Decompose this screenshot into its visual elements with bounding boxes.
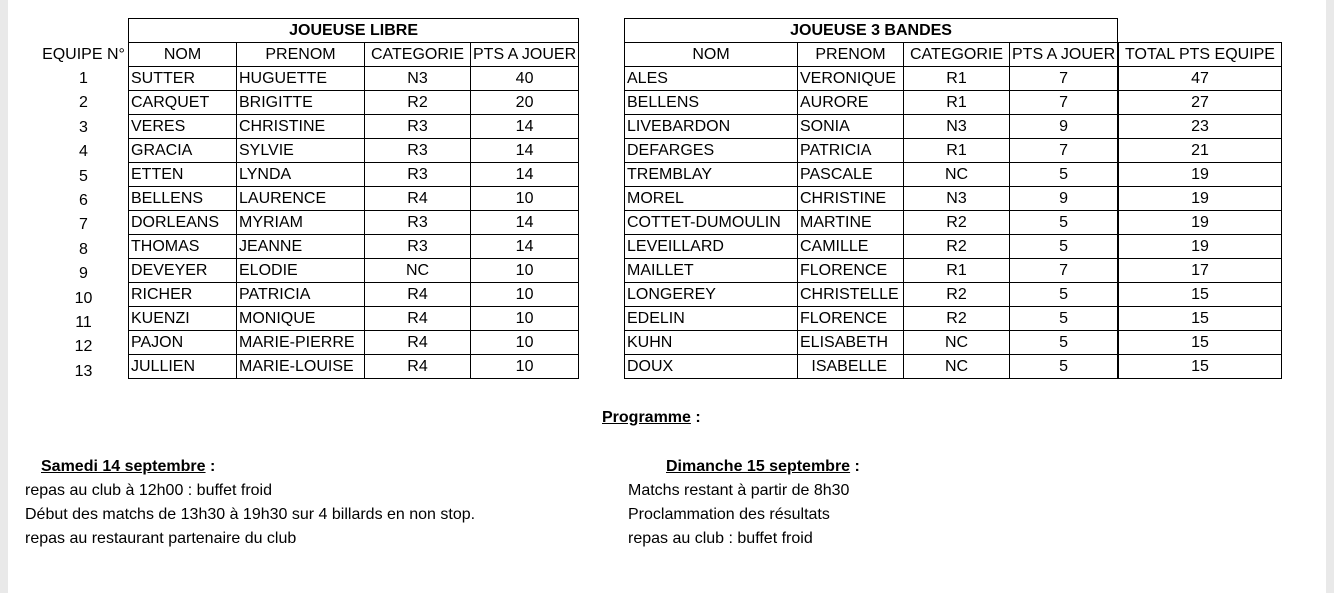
equipe-number: 5 <box>79 167 88 185</box>
dimanche-line-2: Proclammation des résultats <box>628 506 830 523</box>
total-cell: 19 <box>1119 187 1282 211</box>
equipe-number: 13 <box>74 362 93 380</box>
table-row <box>625 283 1118 307</box>
table-row <box>1119 187 1282 211</box>
libre-header-pts: PTS A JOUER <box>471 43 579 67</box>
bandes-cell-categorie: R1 <box>904 259 1010 283</box>
table-row <box>129 283 579 307</box>
document-page <box>8 0 1326 593</box>
joueuse-3-bandes-table <box>624 18 1118 379</box>
total-cell: 19 <box>1119 163 1282 187</box>
table-row <box>129 331 579 355</box>
total-cell: 15 <box>1119 355 1282 379</box>
bandes-cell-categorie: R2 <box>904 283 1010 307</box>
samedi-line-1: repas au club à 12h00 : buffet froid <box>25 482 272 499</box>
table-row <box>625 139 1118 163</box>
libre-cell-nom: BELLENS <box>129 187 237 211</box>
bandes-cell-prenom: SONIA <box>798 115 904 139</box>
table-row <box>625 67 1118 91</box>
bandes-cell-pts: 5 <box>1010 235 1118 259</box>
bandes-cell-pts: 5 <box>1010 163 1118 187</box>
libre-cell-nom: CARQUET <box>129 91 237 115</box>
libre-cell-categorie: R3 <box>365 115 471 139</box>
libre-cell-prenom: LAURENCE <box>237 187 365 211</box>
bandes-cell-nom: COTTET-DUMOULIN <box>625 211 798 235</box>
bandes-cell-categorie: NC <box>904 331 1010 355</box>
bandes-cell-pts: 5 <box>1010 211 1118 235</box>
equipe-number: 3 <box>79 118 88 136</box>
bandes-cell-pts: 5 <box>1010 331 1118 355</box>
dimanche-heading <box>666 458 860 476</box>
bandes-header-nom: NOM <box>625 43 798 67</box>
table-row <box>1119 67 1282 91</box>
table-row <box>129 307 579 331</box>
libre-cell-pts: 20 <box>471 91 579 115</box>
libre-cell-prenom: MONIQUE <box>237 307 365 331</box>
total-cell: 23 <box>1119 115 1282 139</box>
libre-cell-nom: KUENZI <box>129 307 237 331</box>
bandes-cell-prenom: CHRISTELLE <box>798 283 904 307</box>
libre-cell-prenom: MARIE-LOUISE <box>237 355 365 379</box>
libre-cell-nom: JULLIEN <box>129 355 237 379</box>
table-row <box>1119 115 1282 139</box>
table-row <box>129 211 579 235</box>
bandes-cell-pts: 5 <box>1010 283 1118 307</box>
equipe-number: 6 <box>79 191 88 209</box>
bandes-cell-pts: 5 <box>1010 307 1118 331</box>
table-row <box>129 139 579 163</box>
bandes-cell-prenom: PATRICIA <box>798 139 904 163</box>
programme-colon: : <box>690 409 701 426</box>
bandes-cell-nom: MOREL <box>625 187 798 211</box>
total-cell: 47 <box>1119 67 1282 91</box>
libre-header-prenom: PRENOM <box>237 43 365 67</box>
bandes-header-categorie: CATEGORIE <box>904 43 1010 67</box>
equipe-number: 12 <box>74 338 93 356</box>
table-row <box>1119 283 1282 307</box>
table-row <box>129 235 579 259</box>
equipe-number: 10 <box>74 289 93 307</box>
bandes-header-pts: PTS A JOUER <box>1010 43 1118 67</box>
libre-cell-prenom: JEANNE <box>237 235 365 259</box>
libre-cell-categorie: R3 <box>365 211 471 235</box>
table-row <box>1119 211 1282 235</box>
table-row <box>129 67 579 91</box>
libre-cell-categorie: R3 <box>365 163 471 187</box>
bandes-cell-nom: EDELIN <box>625 307 798 331</box>
equipe-header: EQUIPE N° <box>42 46 125 63</box>
table-row <box>625 163 1118 187</box>
bandes-cell-categorie: N3 <box>904 115 1010 139</box>
samedi-line-3: repas au restaurant partenaire du club <box>25 530 297 547</box>
libre-cell-categorie: R4 <box>365 187 471 211</box>
libre-cell-categorie: R2 <box>365 91 471 115</box>
bandes-cell-nom: BELLENS <box>625 91 798 115</box>
total-header: TOTAL PTS EQUIPE <box>1119 43 1282 67</box>
libre-cell-categorie: N3 <box>365 67 471 91</box>
libre-cell-nom: THOMAS <box>129 235 237 259</box>
equipe-number: 2 <box>79 94 88 112</box>
table-row <box>625 235 1118 259</box>
equipe-column <box>36 43 131 384</box>
libre-cell-prenom: SYLVIE <box>237 139 365 163</box>
table-row <box>1119 331 1282 355</box>
table-row <box>129 259 579 283</box>
bandes-cell-categorie: R2 <box>904 211 1010 235</box>
table-row <box>1119 235 1282 259</box>
bandes-cell-prenom: ISABELLE <box>798 355 904 379</box>
libre-cell-pts: 10 <box>471 259 579 283</box>
libre-cell-pts: 14 <box>471 115 579 139</box>
table-row <box>625 211 1118 235</box>
bandes-cell-categorie: R1 <box>904 67 1010 91</box>
equipe-number: 11 <box>75 313 92 331</box>
bandes-cell-pts: 9 <box>1010 115 1118 139</box>
equipe-number: 9 <box>79 265 88 283</box>
equipe-number: 4 <box>79 143 88 161</box>
libre-cell-pts: 10 <box>471 283 579 307</box>
total-cell: 19 <box>1119 211 1282 235</box>
dimanche-line-3: repas au club : buffet froid <box>628 530 813 547</box>
libre-title: JOUEUSE LIBRE <box>129 19 579 43</box>
libre-cell-pts: 10 <box>471 187 579 211</box>
bandes-cell-prenom: VERONIQUE <box>798 67 904 91</box>
joueuse-libre-table <box>128 18 579 379</box>
bandes-cell-categorie: R2 <box>904 235 1010 259</box>
bandes-cell-nom: LEVEILLARD <box>625 235 798 259</box>
equipe-number: 7 <box>79 216 88 234</box>
bandes-cell-nom: DOUX <box>625 355 798 379</box>
libre-cell-categorie: R4 <box>365 355 471 379</box>
table-row <box>625 259 1118 283</box>
libre-cell-nom: PAJON <box>129 331 237 355</box>
dimanche-colon: : <box>850 458 860 475</box>
total-cell: 19 <box>1119 235 1282 259</box>
libre-cell-nom: ETTEN <box>129 163 237 187</box>
table-row <box>625 91 1118 115</box>
samedi-heading <box>41 458 215 476</box>
bandes-cell-pts: 7 <box>1010 139 1118 163</box>
libre-cell-categorie: R4 <box>365 331 471 355</box>
libre-cell-nom: SUTTER <box>129 67 237 91</box>
libre-cell-categorie: NC <box>365 259 471 283</box>
bandes-cell-pts: 7 <box>1010 67 1118 91</box>
bandes-title: JOUEUSE 3 BANDES <box>625 19 1118 43</box>
bandes-cell-nom: DEFARGES <box>625 139 798 163</box>
table-row <box>625 331 1118 355</box>
bandes-cell-prenom: MARTINE <box>798 211 904 235</box>
libre-cell-pts: 14 <box>471 211 579 235</box>
samedi-line-2: Début des matchs de 13h30 à 19h30 sur 4 billards en non stop. <box>25 506 476 523</box>
libre-cell-nom: RICHER <box>129 283 237 307</box>
samedi-title: Samedi 14 septembre <box>41 458 206 475</box>
dimanche-line-1: Matchs restant à partir de 8h30 <box>628 482 850 499</box>
bandes-cell-nom: LONGEREY <box>625 283 798 307</box>
libre-cell-categorie: R3 <box>365 139 471 163</box>
bandes-cell-prenom: FLORENCE <box>798 307 904 331</box>
bandes-cell-categorie: NC <box>904 163 1010 187</box>
libre-cell-pts: 14 <box>471 235 579 259</box>
table-row <box>1119 259 1282 283</box>
equipe-number: 8 <box>79 240 88 258</box>
total-cell: 27 <box>1119 91 1282 115</box>
bandes-cell-nom: TREMBLAY <box>625 163 798 187</box>
total-cell: 15 <box>1119 307 1282 331</box>
bandes-cell-prenom: CAMILLE <box>798 235 904 259</box>
total-pts-table <box>1118 42 1282 379</box>
table-row <box>625 115 1118 139</box>
table-row <box>129 91 579 115</box>
libre-cell-prenom: CHRISTINE <box>237 115 365 139</box>
table-row <box>1119 355 1282 379</box>
total-cell: 15 <box>1119 331 1282 355</box>
bandes-cell-categorie: R1 <box>904 139 1010 163</box>
table-row <box>129 115 579 139</box>
libre-cell-pts: 14 <box>471 163 579 187</box>
libre-cell-nom: VERES <box>129 115 237 139</box>
bandes-cell-pts: 7 <box>1010 91 1118 115</box>
table-row <box>129 187 579 211</box>
bandes-cell-nom: LIVEBARDON <box>625 115 798 139</box>
libre-cell-categorie: R4 <box>365 283 471 307</box>
table-row <box>1119 307 1282 331</box>
libre-header-nom: NOM <box>129 43 237 67</box>
table-row <box>625 355 1118 379</box>
libre-cell-pts: 10 <box>471 331 579 355</box>
libre-cell-prenom: BRIGITTE <box>237 91 365 115</box>
table-row <box>625 307 1118 331</box>
bandes-cell-prenom: PASCALE <box>798 163 904 187</box>
libre-cell-pts: 10 <box>471 307 579 331</box>
libre-cell-pts: 10 <box>471 355 579 379</box>
bandes-cell-categorie: R1 <box>904 91 1010 115</box>
dimanche-title: Dimanche 15 septembre <box>666 458 851 475</box>
equipe-number: 1 <box>79 70 88 87</box>
libre-cell-prenom: LYNDA <box>237 163 365 187</box>
total-cell: 21 <box>1119 139 1282 163</box>
bandes-cell-prenom: FLORENCE <box>798 259 904 283</box>
bandes-header-prenom: PRENOM <box>798 43 904 67</box>
samedi-colon: : <box>205 458 216 475</box>
total-cell: 15 <box>1119 283 1282 307</box>
libre-cell-prenom: PATRICIA <box>237 283 365 307</box>
table-row <box>129 355 579 379</box>
table-row <box>1119 91 1282 115</box>
libre-header-categorie: CATEGORIE <box>365 43 471 67</box>
bandes-cell-prenom: AURORE <box>798 91 904 115</box>
libre-cell-nom: GRACIA <box>129 139 237 163</box>
bandes-cell-pts: 9 <box>1010 187 1118 211</box>
libre-cell-nom: DEVEYER <box>129 259 237 283</box>
libre-cell-categorie: R4 <box>365 307 471 331</box>
libre-cell-prenom: MYRIAM <box>237 211 365 235</box>
bandes-cell-categorie: N3 <box>904 187 1010 211</box>
bandes-cell-nom: ALES <box>625 67 798 91</box>
bandes-cell-nom: MAILLET <box>625 259 798 283</box>
table-row <box>129 163 579 187</box>
programme-heading <box>602 409 701 427</box>
total-cell: 17 <box>1119 259 1282 283</box>
bandes-cell-categorie: R2 <box>904 307 1010 331</box>
bandes-cell-pts: 5 <box>1010 355 1118 379</box>
libre-cell-categorie: R3 <box>365 235 471 259</box>
libre-cell-prenom: MARIE-PIERRE <box>237 331 365 355</box>
libre-cell-pts: 14 <box>471 139 579 163</box>
bandes-cell-pts: 7 <box>1010 259 1118 283</box>
programme-title: Programme <box>602 409 691 426</box>
libre-cell-prenom: HUGUETTE <box>237 67 365 91</box>
bandes-cell-prenom: ELISABETH <box>798 331 904 355</box>
table-row <box>625 187 1118 211</box>
libre-cell-nom: DORLEANS <box>129 211 237 235</box>
table-row <box>1119 163 1282 187</box>
libre-cell-pts: 40 <box>471 67 579 91</box>
bandes-cell-nom: KUHN <box>625 331 798 355</box>
bandes-cell-prenom: CHRISTINE <box>798 187 904 211</box>
bandes-cell-categorie: NC <box>904 355 1010 379</box>
table-row <box>1119 139 1282 163</box>
libre-cell-prenom: ELODIE <box>237 259 365 283</box>
